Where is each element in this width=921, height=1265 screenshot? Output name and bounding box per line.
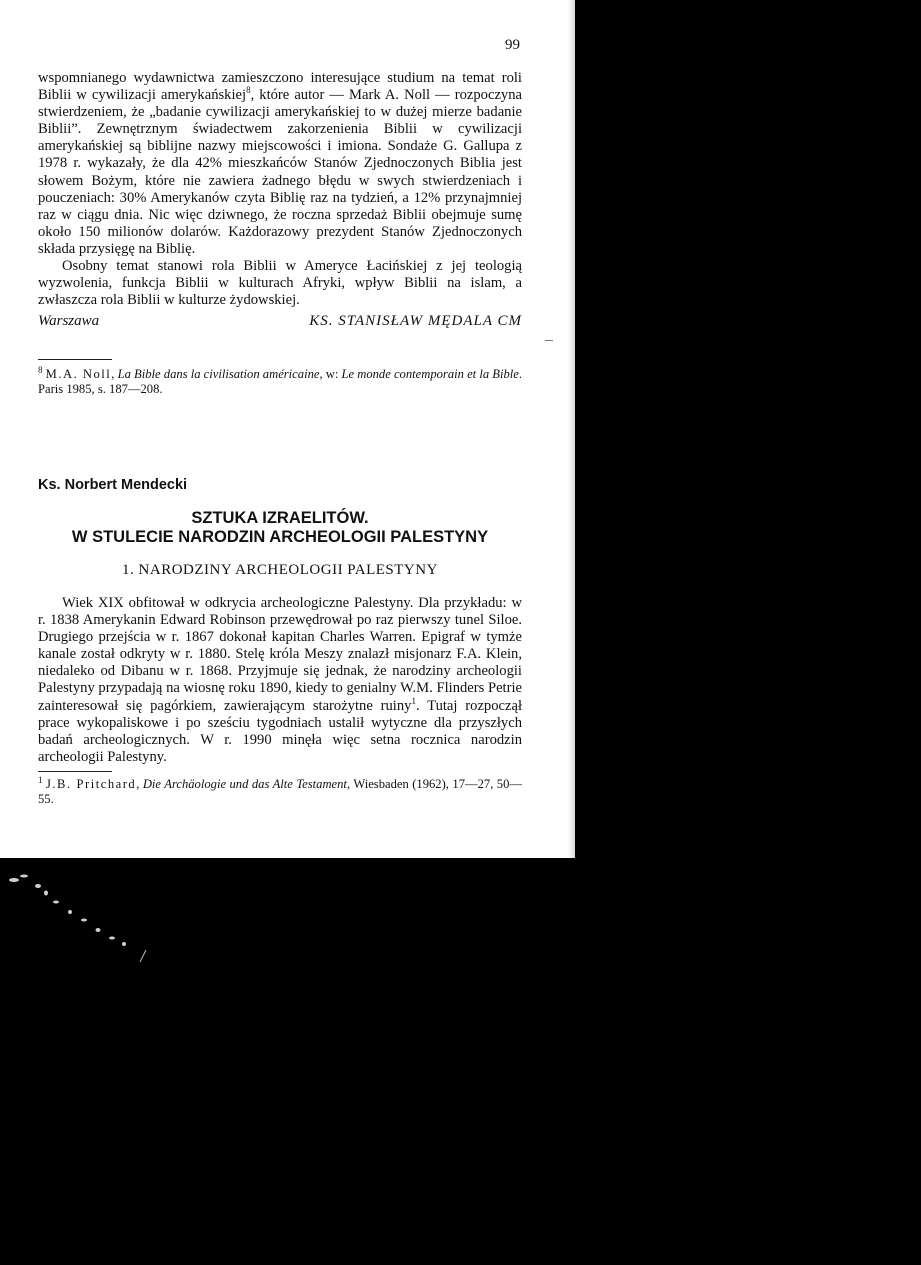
page-edge-shadow: [568, 0, 575, 858]
footnote-1: $^1$ J.B. Pritchard, Die Archäologie und das Alte Testament, Wiesbaden (1962), 17—27, 50—55.: [38, 774, 522, 806]
scanned-page: [0, 0, 575, 858]
continued-review-text: [38, 70, 522, 309]
article-title-line-1: SZTUKA IZRAELITÓW.: [191, 509, 369, 527]
article-body: [38, 595, 522, 766]
review-paragraph-2: Osobny temat stanowi rola Biblii w Ameryce Łacińskiej z jej teologią wyzwolenia, funkcja Biblii w kulturach Afryki, wpływ Biblii na islam, a zwłaszcza rola Biblii w kulturze żydowskiej.: [38, 258, 522, 309]
footnote-ref-1: 1: [411, 695, 416, 706]
article-title: [38, 509, 522, 547]
article-paragraph-1: Wiek XIX obfitował w odkrycia archeologiczne Palestyny. Dla przykładu: w r. 1838 Amerykanin Edward Robinson przewędrował po raz pierwszy tunel Siloe. Drugiego przejścia w r. 1867 dokonał kapitan Charles Warren. Epigraf w tymże kanale został odkryty w r. 1880. Stelę króla Meszy znalazł misjonarz F.A. Klein, niedaleko od Dibanu w r. 1868. Przyjmuje się jednak, że narodziny archeologii Palestyny przypadają na wiosnę roku 1890, kiedy to genialny W.M. Flinders Petrie zainteresował się pagórkiem, zawierającym starożytne ruiny$^1$. Tutaj rozpoczął prace wykopaliskowe i po sześciu tygodniach ustalił wytyczne dla przyszłych badań archeologicznych. W r. 1990 minęła więc setna rocznica narodzin archeologii Palestyny.: [38, 595, 523, 765]
article-title-line-2: W STULECIE NARODZIN ARCHEOLOGII PALESTYNY: [71, 528, 489, 546]
page-number: 99: [505, 37, 520, 53]
signature-author: KS. STANISŁAW MĘDALA CM: [309, 313, 522, 329]
margin-mark: [545, 340, 553, 341]
section-heading: 1. NARODZINY ARCHEOLOGII PALESTYNY: [122, 562, 438, 578]
scan-artifact: [0, 858, 160, 968]
footnote-rule: [38, 359, 112, 360]
article-author: Ks. Norbert Mendecki: [38, 477, 188, 493]
signature-city: Warszawa: [38, 313, 100, 329]
review-paragraph-1: wspomnianego wydawnictwa zamieszczono interesujące studium na temat roli Biblii w cywilizacji amerykańskiej$^8$, które autor — Mark A. Noll — rozpoczyna stwierdzeniem, że „badanie cywilizacji amerykańskiej to w dużej mierze badanie Biblii”. Zewnętrznym świadectwem zakorzenienia Biblii w cywilizacji amerykańskiej są biblijne nazwy miejscowości i imiona. Sondaże G. Gallupa z 1978 r. wykazały, że dla 42% mieszkańców Stanów Zjednoczonych Biblia jest słowem Bożym, które nie zawiera żadnego błędu w swych stwierdzeniach i pouczeniach: 30% Amerykanów czyta Biblię raz na tydzień, a 12% przynajmniej raz w ciągu dnia. Nic więc dziwnego, że roczna sprzedaż Biblii obejmuje sumę około 150 milionów dolarów. Każdorazowy prezydent Stanów Zjednoczonych składa przysięgę na Biblię.: [38, 70, 523, 257]
footnote-ref-8: 8: [246, 85, 251, 96]
footnote-8: $^8$ M.A. Noll, La Bible dans la civilisation américaine, w: Le monde contemporain et la Bible. Paris 1985, s. 187—208.: [38, 364, 522, 396]
footnote-rule-2: [38, 771, 112, 772]
